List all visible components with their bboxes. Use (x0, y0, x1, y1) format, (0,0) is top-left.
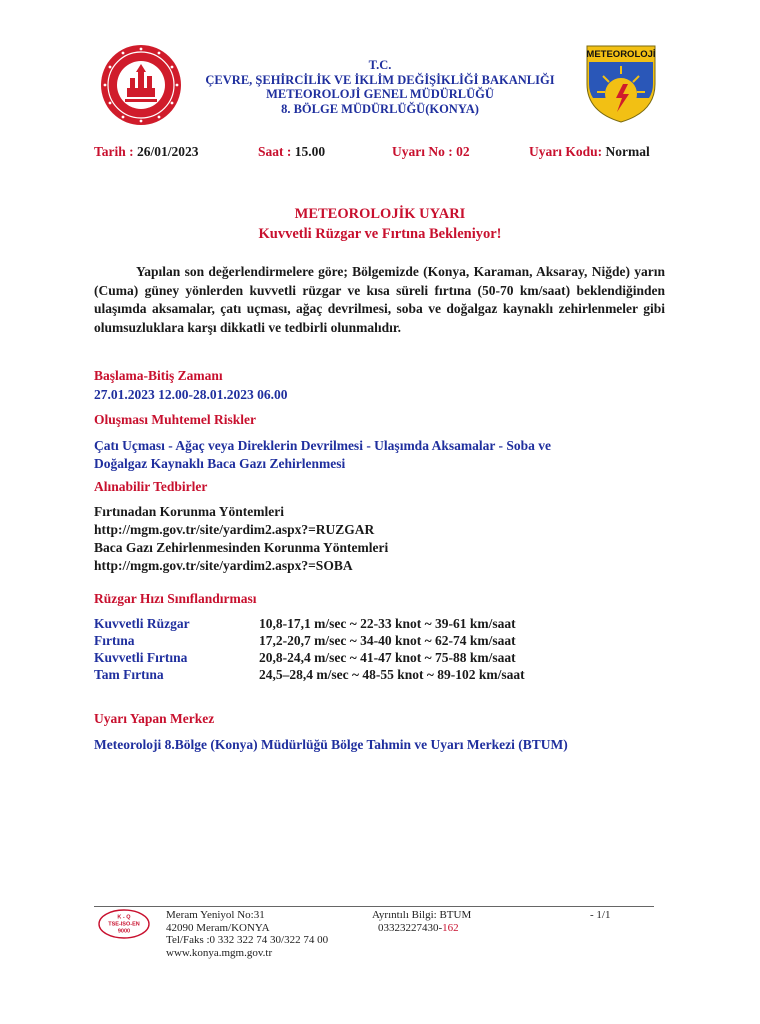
footer-address (166, 909, 328, 959)
warning-code-field (529, 144, 650, 160)
measure-stove-link[interactable]: http://mgm.gov.tr/site/yardim2.aspx?=SOBA (94, 558, 353, 573)
footer-page-number: - 1/1 (590, 909, 611, 921)
time-value: 15.00 (294, 144, 326, 159)
header-regional-office: 8. BÖLGE MÜDÜRLÜĞÜ(KONYA) (281, 101, 479, 116)
time-range-heading: Başlama-Bitiş Zamanı (94, 368, 223, 383)
footer-info (372, 909, 471, 934)
footer-info-phone: 03323227430- (378, 921, 443, 934)
footer-info-extension: 162 (442, 921, 459, 934)
svg-text:9000: 9000 (117, 928, 131, 935)
date-field (94, 144, 199, 160)
tse-iso-logo (98, 909, 150, 939)
wind-class-name: Kuvvetli Fırtına (94, 650, 188, 665)
measures-heading: Alınabilir Tedbirler (94, 479, 208, 494)
wind-class-value: 10,8-17,1 m/sec ~ 22-33 knot ~ 39-61 km/saat (259, 616, 516, 631)
header-tc: T.C. (368, 58, 392, 72)
warning-description: Yapılan son değerlendirmelere göre; Bölgemizde (Konya, Karaman, Aksaray, Niğde) yarın (Cuma) güney yönlerden kuvvetli rüzgar ve kısa süreli fırtına (50-70 km/saat) beklendiğinden ulaşımda aksamalar, çatı uçması, ağaç devrilmesi, soba ve doğalgaz kaynaklı zehirlenmeler gibi olumsuzluklara karşı dikkatli ve tedbirli olunmalıdır. (94, 264, 665, 335)
meteoroloji-logo-text: METEOROLOJİ (586, 49, 656, 60)
warning-number-field (392, 144, 470, 160)
warning-number-value: 02 (456, 144, 470, 159)
warning-center-value: Meteoroloji 8.Bölge (Konya) Müdürlüğü Bölge Tahmin ve Uyarı Merkezi (BTUM) (94, 737, 568, 752)
footer-website[interactable]: www.konya.mgm.gov.tr (166, 946, 273, 959)
date-value: 26/01/2023 (137, 144, 199, 159)
risks-line-2: Doğalgaz Kaynaklı Baca Gazı Zehirlenmesi (94, 456, 346, 471)
warning-center-heading: Uyarı Yapan Merkez (94, 711, 215, 726)
warning-title-main: METEOROLOJİK UYARI (294, 206, 466, 222)
svg-text:K - Q: K - Q (117, 914, 131, 921)
wind-classification-heading: Rüzgar Hızı Sınıflandırması (94, 591, 257, 606)
measure-wind-link[interactable]: http://mgm.gov.tr/site/yardim2.aspx?=RUZGAR (94, 522, 375, 537)
wind-class-name: Kuvvetli Rüzgar (94, 616, 190, 631)
date-label: Tarih : (94, 144, 134, 159)
warning-code-value: Normal (605, 144, 650, 159)
wind-class-name: Tam Fırtına (94, 667, 164, 682)
time-field (258, 144, 325, 160)
warning-title-sub: Kuvvetli Rüzgar ve Fırtına Bekleniyor! (258, 226, 502, 242)
measure-flue-gas-protection: Baca Gazı Zehirlenmesinden Korunma Yöntemleri (94, 540, 389, 555)
header-directorate: METEOROLOJİ GENEL MÜDÜRLÜĞÜ (266, 87, 494, 101)
warning-title (0, 204, 760, 244)
footer-info-label: Ayrıntılı Bilgi: BTUM (372, 909, 472, 921)
time-range-value: 27.01.2023 12.00-28.01.2023 06.00 (94, 387, 288, 402)
svg-text:TSE-ISO-EN: TSE-ISO-EN (108, 921, 140, 928)
risks-heading: Oluşması Muhtemel Riskler (94, 412, 256, 427)
wind-class-value: 24,5–28,4 m/sec ~ 48-55 knot ~ 89-102 km/saat (259, 667, 525, 682)
header-ministry: ÇEVRE, ŞEHİRCİLİK VE İKLİM DEĞİŞİKLİĞİ BAKANLIĞI (205, 72, 555, 87)
warning-code-label: Uyarı Kodu: (529, 144, 603, 159)
footer-address-line1: Meram Yeniyol No:31 (166, 909, 265, 921)
meteoroloji-logo (583, 42, 659, 124)
warning-number-label: Uyarı No : (392, 144, 453, 159)
footer-phone: Tel/Faks :0 332 322 74 30/322 74 00 (166, 934, 329, 946)
risks-line-1: Çatı Uçması - Ağaç veya Direklerin Devrilmesi - Ulaşımda Aksamalar - Soba ve (94, 438, 551, 453)
wind-class-value: 20,8-24,4 m/sec ~ 41-47 knot ~ 75-88 km/saat (259, 650, 516, 665)
time-label: Saat : (258, 144, 292, 159)
wind-row (94, 650, 654, 668)
wind-row (94, 616, 654, 634)
wind-class-value: 17,2-20,7 m/sec ~ 34-40 knot ~ 62-74 km/saat (259, 633, 516, 648)
wind-row (94, 633, 654, 651)
footer-address-line2: 42090 Meram/KONYA (166, 921, 270, 934)
wind-row (94, 667, 654, 685)
footer-divider (94, 906, 654, 907)
institution-header (150, 58, 610, 116)
measure-wind-protection: Fırtınadan Korunma Yöntemleri (94, 504, 284, 519)
wind-class-name: Fırtına (94, 633, 135, 648)
